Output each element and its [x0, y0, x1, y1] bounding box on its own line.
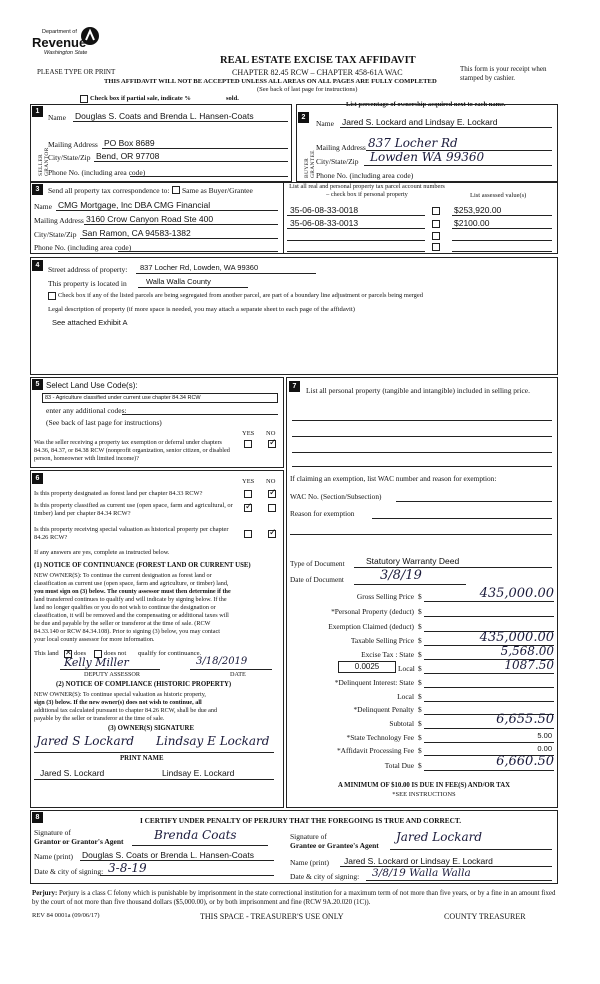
forest-no-checkbox[interactable] — [268, 487, 277, 498]
assessed-header: List assessed value(s) — [470, 192, 527, 199]
total-due-label: Total Due — [384, 761, 414, 770]
s5-exemption-yes-checkbox[interactable] — [244, 440, 252, 448]
parcel-2-personal-checkbox[interactable] — [432, 220, 440, 228]
grantee-print-name[interactable]: Jared S. Lockard or Lindsay E. Lockard — [344, 856, 493, 866]
grantor-name-label: Name (print) — [34, 852, 73, 861]
see-instructions-note: *SEE INSTRUCTIONS — [392, 791, 456, 798]
x-mark-icon: ✕ — [65, 648, 72, 657]
currency-sign: $ — [418, 746, 422, 755]
taxable-value[interactable]: 435,000.00 — [479, 630, 554, 645]
currency-sign: $ — [418, 636, 422, 645]
currency-sign: $ — [418, 719, 422, 728]
land-use-label: Select Land Use Code(s): — [46, 381, 138, 390]
parcel-list-header: List all real and personal property tax parcel account numbers – check box if personal property — [289, 183, 445, 198]
parcel-number-1[interactable]: 35-06-08-33-0018 — [290, 205, 359, 215]
doc-date-label: Date of Document — [290, 575, 344, 584]
perjury-title: Perjury: — [32, 890, 58, 897]
seller-side-label: SELLER GRANTOR — [38, 147, 50, 176]
buyer-side-label: BUYER GRANTEE — [304, 150, 316, 178]
current-use-no-checkbox[interactable] — [268, 504, 276, 512]
deputy-assessor-label: DEPUTY ASSESSOR — [84, 671, 140, 678]
minimum-fee-note: A MINIMUM OF $10.00 IS DUE IN FEE(S) AND/OR TAX — [337, 782, 511, 789]
correspondence-name[interactable]: CMG Mortgage, Inc DBA CMG Financial — [58, 200, 211, 210]
additional-codes-label: enter any additional codes: — [46, 406, 127, 415]
send-correspondence-label: Send all property tax correspondence to: — [48, 186, 170, 195]
wac-label: WAC No. (Section/Subsection) — [290, 492, 382, 501]
section-8-number: 8 — [32, 812, 43, 823]
buyer-city-label: City/State/Zip — [316, 157, 359, 166]
notice-continuance-line: be due and payable by the seller or transferor at the time of sale. (RCW — [34, 620, 211, 627]
s5-exemption-no-checkbox[interactable] — [268, 437, 277, 448]
receipt-note: This form is your receipt when stamped by cashier. — [460, 65, 547, 82]
grantor-signature[interactable]: Brenda Coats — [154, 828, 237, 842]
reason-label: Reason for exemption — [290, 509, 355, 518]
check-mark-icon: ✓ — [269, 437, 277, 447]
section-6-yes: YES — [242, 478, 255, 485]
forest-question: Is this property designated as forest land per chapter 84.33 RCW? — [34, 490, 203, 497]
state-tax-value[interactable]: 5,568.00 — [500, 644, 554, 658]
local-tax-value[interactable]: 1087.50 — [504, 658, 554, 672]
correspondence-city-label: City/State/Zip — [34, 230, 77, 239]
historic-no-checkbox[interactable] — [268, 527, 277, 538]
owner-print-2[interactable]: Lindsay E. Lockard — [162, 768, 235, 778]
treasurer-space-label: THIS SPACE - TREASURER'S USE ONLY — [200, 912, 344, 921]
notice-continuance-line: you must sign on (3) below. The county assessor must then determine if the — [34, 588, 231, 595]
current-use-yes-checkbox[interactable] — [244, 501, 253, 512]
buyer-phone-label: Phone No. (including area code) — [316, 171, 414, 180]
certify-statement: I CERTIFY UNDER PENALTY OF PERJURY THAT THE FOREGOING IS TRUE AND CORRECT. — [140, 816, 462, 825]
parcel-3-personal-checkbox[interactable] — [432, 232, 440, 240]
grantor-date[interactable]: 3-8-19 — [108, 861, 147, 875]
buyer-name[interactable]: Jared S. Lockard and Lindsay E. Lockard — [342, 117, 498, 127]
does-label: does — [74, 650, 87, 657]
check-mark-icon: ✓ — [269, 527, 277, 537]
owner-signature-title: (3) OWNER(S) SIGNATURE — [108, 725, 194, 732]
please-type: PLEASE TYPE OR PRINT — [37, 68, 116, 76]
correspondence-city[interactable]: San Ramon, CA 94583-1382 — [82, 228, 191, 238]
owner-signature-2[interactable]: Lindsay E Lockard — [156, 734, 270, 748]
correspondence-mail-label: Mailing Address — [34, 216, 84, 225]
exemption-claim-label: If claiming an exemption, list WAC number and reason for exemption: — [290, 474, 497, 483]
notice-continuance-line: your local county assessor for more information. — [34, 636, 155, 643]
legal-description-label: Legal description of property (if more space is needed, you may attach a separate sheet to each page of the affidavit) — [48, 306, 355, 313]
buyer-mail-label: Mailing Address — [316, 143, 366, 152]
current-use-question: Is this property classified as current use (open space, farm and agricultural, or timber) land per chapter 84.34 RCW? — [34, 502, 233, 517]
grantor-sig-label-1: Signature of — [34, 828, 71, 837]
currency-sign: $ — [418, 607, 422, 616]
delinquent-local-label: Local — [397, 692, 414, 701]
grantee-name-label: Name (print) — [290, 858, 329, 867]
land-use-see-back: (See back of last page for instructions) — [46, 418, 162, 427]
check-mark-icon: ✓ — [245, 501, 253, 511]
legal-description[interactable]: See attached Exhibit A — [52, 318, 128, 327]
segregated-label: Check box if any of the listed parcels are being segregated from another parcel, are part of a boundary line adjustment or parcels being merged — [58, 292, 423, 299]
forest-yes-checkbox[interactable] — [244, 490, 252, 498]
personal-deduct-label: *Personal Property (deduct) — [331, 607, 414, 616]
perjury-notice — [32, 889, 556, 907]
deputy-date-label: DATE — [230, 671, 246, 678]
processing-fee-label: *Affidavit Processing Fee — [336, 746, 414, 755]
notice-compliance-line: NEW OWNER(S): To continue special valuation as historic property, — [34, 691, 206, 698]
print-name-label: PRINT NAME — [120, 755, 164, 762]
notice-text: THIS AFFIDAVIT WILL NOT BE ACCEPTED UNLESS ALL AREAS ON ALL PAGES ARE FULLY COMPLETED — [104, 78, 437, 85]
correspondence-phone-label: Phone No. (including area code) — [34, 243, 132, 252]
located-label: This property is located in — [48, 279, 127, 288]
tech-fee-label: *State Technology Fee — [346, 733, 414, 742]
sold-label: sold. — [226, 95, 239, 102]
delinquent-penalty-label: *Delinquent Penalty — [353, 705, 414, 714]
section-2-number: 2 — [298, 112, 309, 123]
section-4-box — [30, 257, 558, 375]
doc-type[interactable]: Statutory Warranty Deed — [366, 556, 460, 566]
doc-type-label: Type of Document — [290, 559, 345, 568]
notice-continuance-line: 84.33.140 or RCW 84.34.108). Prior to signing (3) below, you may contact — [34, 628, 220, 635]
see-back-text: (See back of last page for instructions) — [257, 86, 358, 93]
section-4-number: 4 — [32, 260, 43, 271]
seller-city[interactable]: Bend, OR 97708 — [96, 151, 160, 161]
section-5-no: NO — [266, 430, 276, 437]
revenue-logo — [30, 26, 100, 62]
form-chapter: CHAPTER 82.45 RCW – CHAPTER 458-61A WAC — [232, 68, 403, 77]
local-rate-input[interactable]: 0.0025 — [338, 661, 396, 673]
property-street[interactable]: 837 Locher Rd, Lowden, WA 99360 — [140, 263, 259, 272]
notice-continuance-line: land no longer qualifies or you do not wish to continue the designation or — [34, 604, 216, 611]
historic-question: Is this property receiving special valuation as historical property per chapter 84.26 RCW? — [34, 526, 229, 541]
doc-date[interactable]: 3/8/19 — [380, 568, 422, 583]
grantor-date-label: Date & city of signing: — [34, 867, 104, 876]
segregated-checkbox[interactable] — [48, 292, 56, 300]
form-title: REAL ESTATE EXCISE TAX AFFIDAVIT — [220, 55, 416, 66]
local-tax-label: Local — [398, 664, 415, 673]
deputy-assessor-date[interactable]: 3/18/2019 — [196, 656, 248, 667]
correspondence-name-label: Name — [34, 202, 52, 211]
notice-continuance-line: land transferred continues to qualify and will indicate by signing below. If the — [34, 596, 227, 603]
seller-name[interactable]: Douglas S. Coats and Brenda L. Hansen-Coats — [75, 111, 254, 121]
seller-name-label: Name — [48, 113, 66, 122]
currency-sign: $ — [418, 705, 422, 714]
percentage-note: List percentage of ownership acquired next to each name. — [346, 101, 506, 108]
taxable-label: Taxable Selling Price — [350, 636, 414, 645]
total-due-value[interactable]: 6,660.50 — [496, 754, 554, 769]
section-3-number: 3 — [32, 184, 43, 195]
parcel-value-1[interactable]: $253,920.00 — [454, 205, 502, 215]
grantee-signature[interactable]: Jared Lockard — [396, 830, 483, 844]
processing-fee-value[interactable]: 0.00 — [537, 744, 552, 753]
land-use-code-select[interactable]: 83 - Agriculture classified under current use chapter 84.34 RCW — [42, 393, 278, 403]
notice-continuance-line: NEW OWNER(S): To continue the current designation as forest land or — [34, 572, 212, 579]
delinquent-interest-label: *Delinquent Interest: State — [334, 678, 414, 687]
owner-signature-1[interactable]: Jared S Lockard — [36, 734, 135, 748]
property-county[interactable]: Walla Walla County — [146, 277, 211, 286]
does-not-label: does not — [104, 650, 127, 657]
subtotal-value[interactable]: 6,655.50 — [496, 712, 554, 727]
exemption-question: Was the seller receiving a property tax exemption or deferral under chapters 84.36, 84.37, or 84.38 RCW (nonprofit organization, senior citizen, or disabled person, homeowner with limited income)? — [34, 439, 230, 462]
tech-fee-value[interactable]: 5.00 — [537, 731, 552, 740]
partial-sale-label: Check box if partial sale, indicate % — [90, 95, 191, 102]
check-mark-icon: ✓ — [269, 487, 277, 497]
notice-continuance-title: (1) NOTICE OF CONTINUANCE (FOREST LAND OR CURRENT USE) — [34, 562, 251, 569]
logo-top-text: Department of — [42, 29, 77, 35]
currency-sign: $ — [418, 692, 422, 701]
street-label: Street address of property: — [48, 265, 128, 274]
grantor-sig-label-2: Grantor or Grantor's Agent — [34, 837, 124, 846]
notice-continuance-line: classification, it will be removed and the compensating or additional taxes will — [34, 612, 229, 619]
correspondence-mail[interactable]: 3160 Crow Canyon Road Ste 400 — [86, 214, 214, 224]
notice-compliance-line: sign (3) below. If the new owner(s) does not wish to continue, all — [34, 699, 202, 706]
currency-sign: $ — [418, 733, 422, 742]
county-treasurer-label: COUNTY TREASURER — [444, 912, 526, 921]
qualify-label: qualify for continuance. — [138, 650, 202, 657]
if-yes-instruction: If any answers are yes, complete as instructed below. — [34, 549, 170, 556]
parcel-4-personal-checkbox[interactable] — [432, 243, 440, 251]
this-land-text: This land — [34, 650, 59, 657]
owner-print-1[interactable]: Jared S. Lockard — [40, 768, 105, 778]
section-5-number: 5 — [32, 379, 43, 390]
same-as-buyer-label: Same as Buyer/Grantee — [182, 186, 253, 195]
state-tax-label: Excise Tax : State — [361, 650, 414, 659]
perjury-text: Perjury is a class C felony which is punishable by imprisonment in the state correctional institution for a maximum term of not more than five years, or by a fine in an amount fixed by the court of not more than five thousand dollars ($5,000.00), or by both imprisonment and fine (RCW 9A.20.020 (1C)). — [32, 890, 556, 906]
grantee-date[interactable]: 3/8/19 Walla Walla — [372, 867, 471, 879]
grantee-sig-label-2: Grantee or Grantee's Agent — [290, 841, 379, 850]
currency-sign: $ — [418, 650, 422, 659]
notice-compliance-line: payable by the seller or transferor at the time of sale. — [34, 715, 165, 722]
section-6-no: NO — [266, 478, 276, 485]
currency-sign: $ — [418, 592, 422, 601]
notice-compliance-line: additional tax calculated pursuant to chapter 84.26 RCW, shall be due and — [34, 707, 218, 714]
grantor-print-name[interactable]: Douglas S. Coats or Brenda L. Hansen-Coats — [82, 850, 254, 860]
currency-sign: $ — [418, 664, 422, 673]
seller-city-label: City/State/Zip — [48, 153, 91, 162]
historic-yes-checkbox[interactable] — [244, 530, 252, 538]
seller-mail-label: Mailing Address — [48, 140, 98, 149]
exemption-deduct-label: Exemption Claimed (deduct) — [328, 622, 414, 631]
notice-compliance-title: (2) NOTICE OF COMPLIANCE (HISTORIC PROPERTY) — [56, 681, 232, 688]
subtotal-label: Subtotal — [389, 719, 414, 728]
logo-main-text: Revenue — [32, 35, 87, 50]
currency-sign: $ — [418, 678, 422, 687]
gross-value[interactable]: 435,000.00 — [479, 586, 554, 601]
buyer-name-label: Name — [316, 119, 334, 128]
partial-sale-checkbox[interactable] — [80, 95, 88, 103]
gross-label: Gross Selling Price — [356, 592, 414, 601]
personal-property-label: List all personal property (tangible and intangible) included in selling price. — [306, 386, 530, 395]
currency-sign: $ — [418, 622, 422, 631]
section-5-yes: YES — [242, 430, 255, 437]
section-6-number: 6 — [32, 473, 43, 484]
buyer-city[interactable]: Lowden WA 99360 — [370, 150, 485, 164]
notice-continuance-line: classification as current use (open space, farm and agriculture, or timber) land, — [34, 580, 229, 587]
currency-sign: $ — [418, 761, 422, 770]
parcel-value-2[interactable]: $2100.00 — [454, 218, 490, 228]
grantee-sig-label-1: Signature of — [290, 832, 327, 841]
deputy-assessor-signature[interactable]: Kelly Miller — [64, 656, 129, 669]
seller-mail[interactable]: PO Box 8689 — [104, 138, 155, 148]
buyer-mail[interactable]: 837 Locher Rd — [368, 136, 458, 150]
grantee-date-label: Date & city of signing: — [290, 872, 360, 881]
logo-sub-text: Washington State — [44, 50, 88, 56]
same-as-buyer-checkbox[interactable] — [172, 186, 180, 194]
section-1-number: 1 — [32, 106, 43, 117]
parcel-1-personal-checkbox[interactable] — [432, 207, 440, 215]
parcel-number-2[interactable]: 35-06-08-33-0013 — [290, 218, 359, 228]
seller-phone-label: Phone No. (including area code) — [48, 168, 146, 177]
rev-code: REV 84 0001a (09/06/17) — [32, 912, 100, 919]
section-7-number: 7 — [289, 381, 300, 392]
